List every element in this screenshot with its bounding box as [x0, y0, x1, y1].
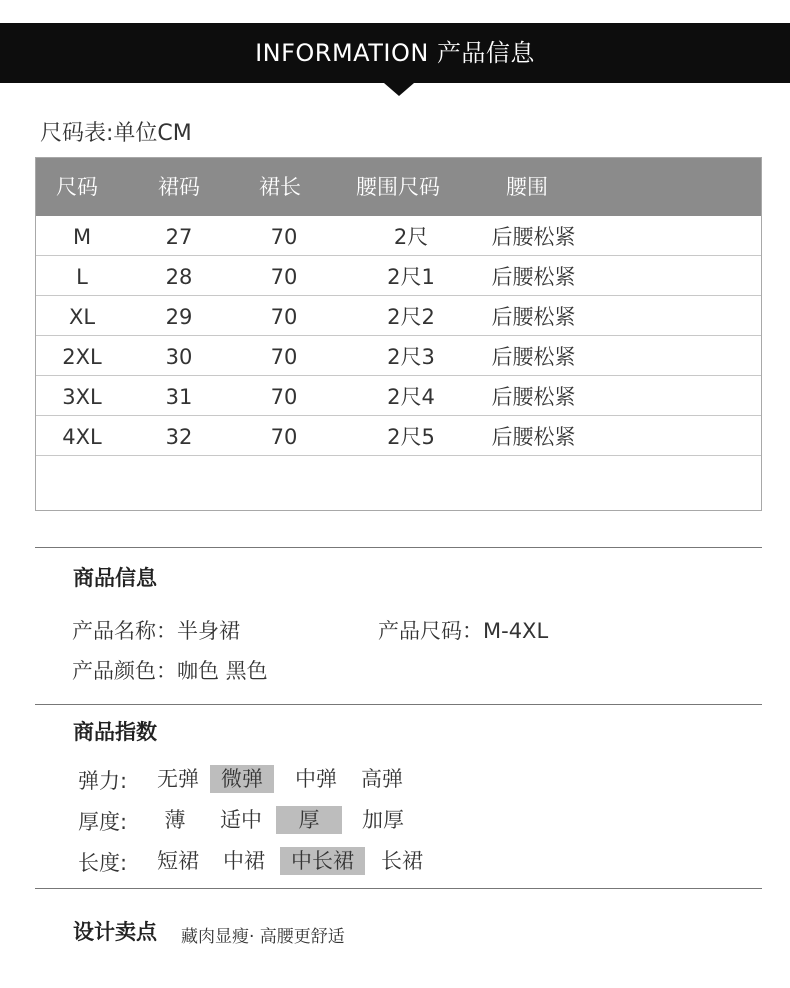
table-row	[36, 416, 761, 456]
cell-skirt-length: 70	[270, 305, 298, 329]
info-banner	[0, 23, 790, 83]
cell-skirt-size: 27	[165, 225, 193, 249]
header-waist-size: 腰围尺码	[356, 175, 440, 199]
header-skirt-size: 裙码	[158, 175, 200, 199]
table-row	[36, 336, 761, 376]
cell-waist-size: 2尺2	[387, 305, 435, 329]
elasticity-option: 高弹	[361, 767, 403, 791]
thickness-option: 加厚	[362, 808, 404, 832]
size-table-body	[36, 216, 761, 456]
design-title: 设计卖点	[73, 920, 157, 944]
divider	[35, 704, 762, 705]
cell-skirt-size: 30	[165, 345, 193, 369]
elasticity-label: 弹力:	[78, 769, 128, 793]
cell-skirt-length: 70	[270, 265, 298, 289]
length-option: 短裙	[157, 849, 199, 873]
size-table-heading: 尺码表:单位CM	[40, 121, 192, 146]
cell-size: 3XL	[62, 385, 102, 409]
length-option-selected: 中长裙	[280, 847, 365, 875]
cell-skirt-length: 70	[270, 385, 298, 409]
divider	[35, 547, 762, 548]
elasticity-option: 中弹	[295, 767, 337, 791]
table-row	[36, 296, 761, 336]
cell-waist: 后腰松紧	[491, 345, 576, 369]
elasticity-option: 无弹	[157, 767, 199, 791]
design-text: 藏肉显瘦· 高腰更舒适	[181, 927, 345, 947]
thickness-option-selected: 厚	[276, 806, 342, 834]
divider	[35, 888, 762, 889]
product-index-title: 商品指数	[73, 720, 157, 744]
thickness-option: 薄	[164, 808, 186, 832]
size-table	[35, 157, 762, 511]
cell-skirt-size: 29	[165, 305, 193, 329]
cell-waist: 后腰松紧	[491, 225, 576, 249]
cell-waist: 后腰松紧	[491, 305, 576, 329]
table-row	[36, 216, 761, 256]
cell-waist-size: 2尺1	[387, 265, 435, 289]
header-size: 尺码	[56, 175, 98, 199]
cell-waist: 后腰松紧	[491, 425, 576, 449]
thickness-label: 厚度:	[78, 810, 128, 834]
thickness-option: 适中	[220, 808, 262, 832]
product-info-title: 商品信息	[73, 566, 157, 590]
table-row	[36, 376, 761, 416]
cell-skirt-size: 31	[165, 385, 193, 409]
cell-skirt-size: 32	[165, 425, 193, 449]
elasticity-option-selected: 微弹	[210, 765, 274, 793]
cell-skirt-size: 28	[165, 265, 193, 289]
cell-skirt-length: 70	[270, 345, 298, 369]
cell-waist: 后腰松紧	[491, 385, 576, 409]
length-label: 长度:	[78, 851, 128, 875]
table-row	[36, 256, 761, 296]
size-table-header	[36, 158, 761, 216]
length-option: 长裙	[381, 849, 423, 873]
banner-title: INFORMATION 产品信息	[255, 39, 535, 67]
product-name: 产品名称：半身裙	[72, 619, 240, 643]
banner-arrow-icon	[384, 83, 414, 96]
header-skirt-length: 裙长	[259, 175, 301, 199]
cell-waist-size: 2尺3	[387, 345, 435, 369]
product-color: 产品颜色：咖色 黑色	[72, 659, 268, 683]
cell-skirt-length: 70	[270, 225, 298, 249]
cell-waist: 后腰松紧	[491, 265, 576, 289]
cell-size: XL	[68, 305, 96, 329]
cell-size: M	[72, 225, 92, 249]
cell-waist-size: 2尺4	[387, 385, 435, 409]
header-waist: 腰围	[506, 175, 548, 199]
cell-size: L	[76, 265, 88, 289]
length-option: 中裙	[223, 849, 265, 873]
cell-skirt-length: 70	[270, 425, 298, 449]
cell-waist-size: 2尺	[393, 225, 429, 249]
cell-size: 2XL	[62, 345, 102, 369]
cell-size: 4XL	[62, 425, 102, 449]
product-size-range: 产品尺码：M-4XL	[378, 619, 549, 643]
cell-waist-size: 2尺5	[387, 425, 435, 449]
